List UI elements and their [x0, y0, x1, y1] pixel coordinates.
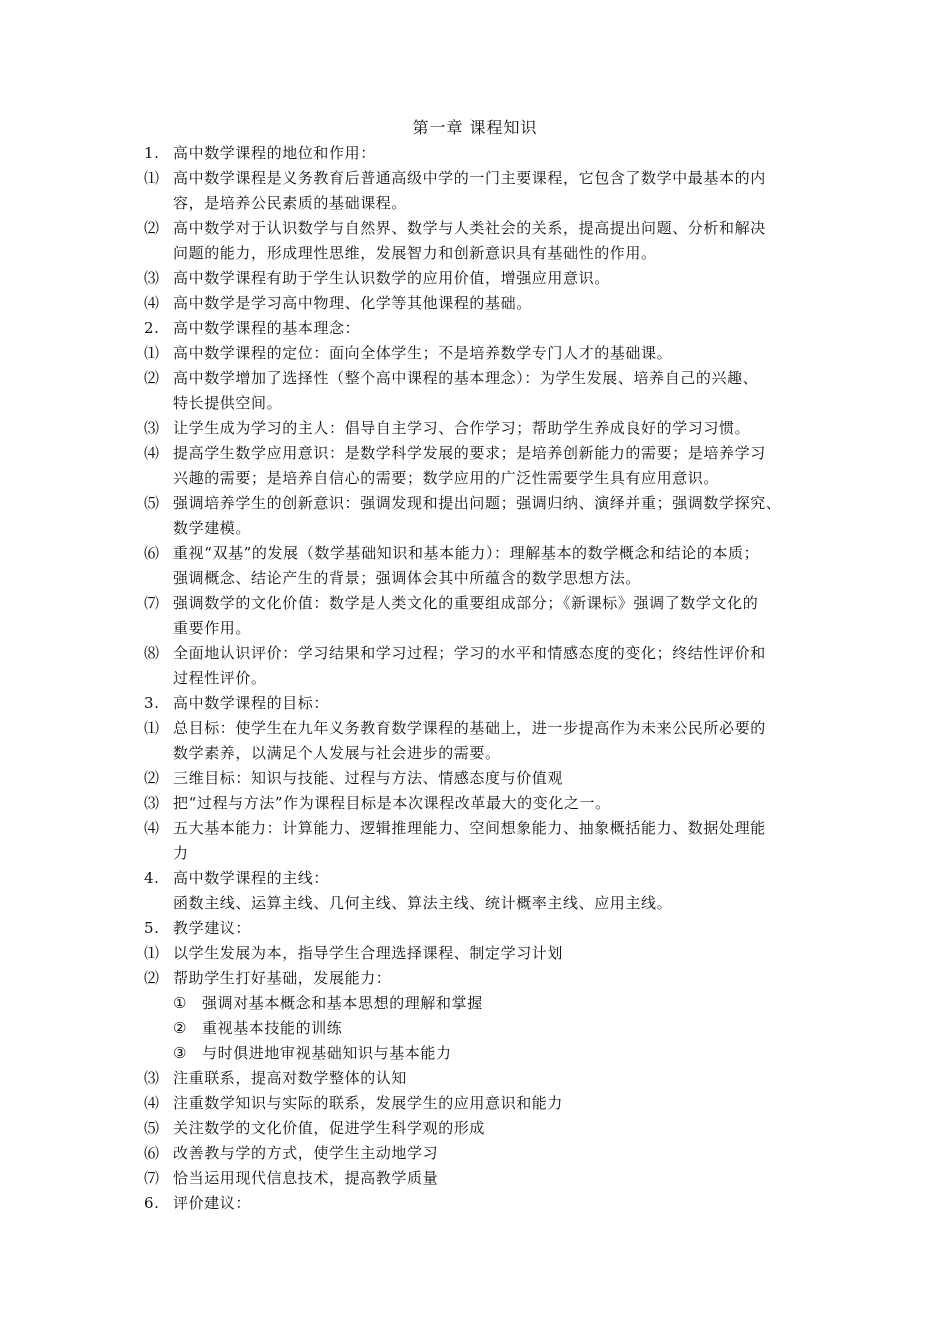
item-number: ⑷: [144, 1094, 160, 1112]
item-text: 高中数学课程的基本理念：: [173, 319, 361, 337]
text-line-continuation: [140, 666, 812, 691]
item-text: 帮助学生打好基础，发展能力：: [173, 969, 392, 987]
item-text: 改善教与学的方式，使学生主动地学习: [173, 1144, 439, 1162]
list-item: [140, 766, 812, 791]
item-text: 注重数学知识与实际的联系，发展学生的应用意识和能力: [173, 1094, 564, 1112]
item-text: 过程性评价。: [173, 669, 267, 687]
item-text: 以学生发展为本，指导学生合理选择课程、制定学习计划: [173, 944, 564, 962]
text-line-continuation: [140, 616, 812, 641]
item-text: 三维目标：知识与技能、过程与方法、情感态度与价值观: [173, 769, 564, 787]
item-text: 高中数学课程的主线：: [173, 869, 330, 887]
item-text: 与时俱进地审视基础知识与基本能力: [202, 1044, 452, 1062]
item-text: 注重联系，提高对数学整体的认知: [173, 1069, 408, 1087]
item-number: ⑵: [144, 219, 160, 237]
item-text: 高中数学课程的目标：: [173, 694, 330, 712]
list-item: [140, 266, 812, 291]
list-item: [140, 941, 812, 966]
item-text: 强调数学的文化价值：数学是人类文化的重要组成部分；《新课标》强调了数学文化的: [173, 594, 759, 612]
item-number: ⑶: [144, 419, 160, 437]
list-item: [140, 491, 812, 516]
item-text: 问题的能力，形成理性思维，发展智力和创新意识具有基础性的作用。: [173, 244, 657, 262]
item-text: 高中数学对于认识数学与自然界、数学与人类社会的关系，提高提出问题、分析和解决: [173, 219, 766, 237]
list-item: [140, 866, 812, 891]
item-number: ⑵: [144, 969, 160, 987]
item-text: 高中数学课程的定位：面向全体学生；不是培养数学专门人才的基础课。: [173, 344, 673, 362]
item-text: 特长提供空间。: [173, 394, 283, 412]
item-number: 4.: [144, 869, 160, 887]
sub-list-item: [140, 1016, 812, 1041]
item-number: ⑸: [144, 1119, 160, 1137]
list-item: [140, 366, 812, 391]
item-number: 2.: [144, 319, 160, 337]
item-number: 5.: [144, 919, 160, 937]
text-line-continuation: [140, 191, 812, 216]
text-line-continuation: [140, 241, 812, 266]
item-number: ⑷: [144, 819, 160, 837]
list-item: [140, 166, 812, 191]
list-item: [140, 916, 812, 941]
item-number: 1.: [144, 144, 160, 162]
item-text: 高中数学课程有助于学生认识数学的应用价值，增强应用意识。: [173, 269, 610, 287]
item-text: 让学生成为学习的主人：倡导自主学习、合作学习；帮助学生养成良好的学习习惯。: [173, 419, 751, 437]
item-number: ⑹: [144, 1144, 160, 1162]
item-text: 总目标：使学生在九年义务教育数学课程的基础上，进一步提高作为未来公民所必要的: [173, 719, 766, 737]
list-item: [140, 341, 812, 366]
list-item: [140, 791, 812, 816]
list-item: [140, 291, 812, 316]
item-number: ⑸: [144, 494, 160, 512]
text-line-continuation: [140, 841, 812, 866]
item-text: 高中数学增加了选择性（整个高中课程的基本理念）：为学生发展、培养自己的兴趣、: [173, 369, 759, 387]
item-text: 把“过程与方法”作为课程目标是本次课程改革最大的变化之一。: [173, 794, 611, 812]
chapter-title: 第一章 课程知识: [412, 118, 538, 137]
item-number: ①: [173, 994, 188, 1012]
item-number: ⑴: [144, 944, 160, 962]
item-text: 教学建议：: [173, 919, 252, 937]
item-text: 评价建议：: [173, 1194, 252, 1212]
item-text: 容，是培养公民素质的基础课程。: [173, 194, 408, 212]
list-item: [140, 1091, 812, 1116]
item-number: ⑷: [144, 294, 160, 312]
item-number: ⑴: [144, 719, 160, 737]
list-item: [140, 216, 812, 241]
list-item: [140, 1191, 812, 1216]
text-line-continuation: [140, 391, 812, 416]
list-item: [140, 1166, 812, 1191]
item-number: ⑶: [144, 794, 160, 812]
item-number: ⑶: [144, 1069, 160, 1087]
item-text: 高中数学课程的地位和作用：: [173, 144, 376, 162]
list-item: [140, 541, 812, 566]
list-item: [140, 966, 812, 991]
item-text: 力: [173, 844, 189, 862]
item-number: ⑺: [144, 1169, 160, 1187]
document-body: [140, 141, 812, 1216]
item-number: ⑹: [144, 544, 160, 562]
item-number: ⑴: [144, 344, 160, 362]
list-item: [140, 316, 812, 341]
list-item: [140, 816, 812, 841]
item-text: 数学建模。: [173, 519, 252, 537]
item-text: 关注数学的文化价值，促进学生科学观的形成: [173, 1119, 486, 1137]
item-number: ⑶: [144, 269, 160, 287]
list-item: [140, 641, 812, 666]
item-number: 3.: [144, 694, 160, 712]
item-text: 高中数学是学习高中物理、化学等其他课程的基础。: [173, 294, 532, 312]
item-text: 强调概念、结论产生的背景；强调体会其中所蕴含的数学思想方法。: [173, 569, 642, 587]
item-text: 强调对基本概念和基本思想的理解和掌握: [202, 994, 483, 1012]
item-text: 重视“双基”的发展（数学基础知识和基本能力）：理解基本的数学概念和结论的本质；: [173, 544, 760, 562]
item-text: 全面地认识评价：学习结果和学习过程；学习的水平和情感态度的变化；终结性评价和: [173, 644, 766, 662]
item-text: 重要作用。: [173, 619, 252, 637]
item-number: ⑻: [144, 644, 160, 662]
list-item: [140, 416, 812, 441]
item-text: 数学素养，以满足个人发展与社会进步的需要。: [173, 744, 501, 762]
item-text: 恰当运用现代信息技术，提高教学质量: [173, 1169, 439, 1187]
item-number: ⑴: [144, 169, 160, 187]
text-line-continuation: [140, 566, 812, 591]
item-text: 高中数学课程是义务教育后普通高级中学的一门主要课程，它包含了数学中最基本的内: [173, 169, 766, 187]
item-text: 提高学生数学应用意识：是数学科学发展的要求；是培养创新能力的需要；是培养学习: [173, 444, 766, 462]
item-number: ⑵: [144, 769, 160, 787]
item-number: ②: [173, 1019, 188, 1037]
list-item: [140, 591, 812, 616]
list-item: [140, 1066, 812, 1091]
sub-list-item: [140, 991, 812, 1016]
item-number: ③: [173, 1044, 188, 1062]
list-item: [140, 1116, 812, 1141]
list-item: [140, 141, 812, 166]
text-line-continuation: [140, 741, 812, 766]
list-item: [140, 441, 812, 466]
item-number: 6.: [144, 1194, 160, 1212]
sub-list-item: [140, 1041, 812, 1066]
item-number: ⑺: [144, 594, 160, 612]
item-text: 重视基本技能的训练: [202, 1019, 343, 1037]
list-item: [140, 716, 812, 741]
item-text: 兴趣的需要；是培养自信心的需要；数学应用的广泛性需要学生具有应用意识。: [173, 469, 720, 487]
item-number: ⑵: [144, 369, 160, 387]
text-line-continuation: [140, 891, 812, 916]
list-item: [140, 1141, 812, 1166]
item-text: 强调培养学生的创新意识：强调发现和提出问题；强调归纳、演绎并重；强调数学探究、: [173, 494, 782, 512]
text-line-continuation: [140, 516, 812, 541]
item-text: 五大基本能力：计算能力、逻辑推理能力、空间想象能力、抽象概括能力、数据处理能: [173, 819, 766, 837]
text-line-continuation: [140, 466, 812, 491]
item-number: ⑷: [144, 444, 160, 462]
item-text: 函数主线、运算主线、几何主线、算法主线、统计概率主线、应用主线。: [173, 894, 673, 912]
list-item: [140, 691, 812, 716]
